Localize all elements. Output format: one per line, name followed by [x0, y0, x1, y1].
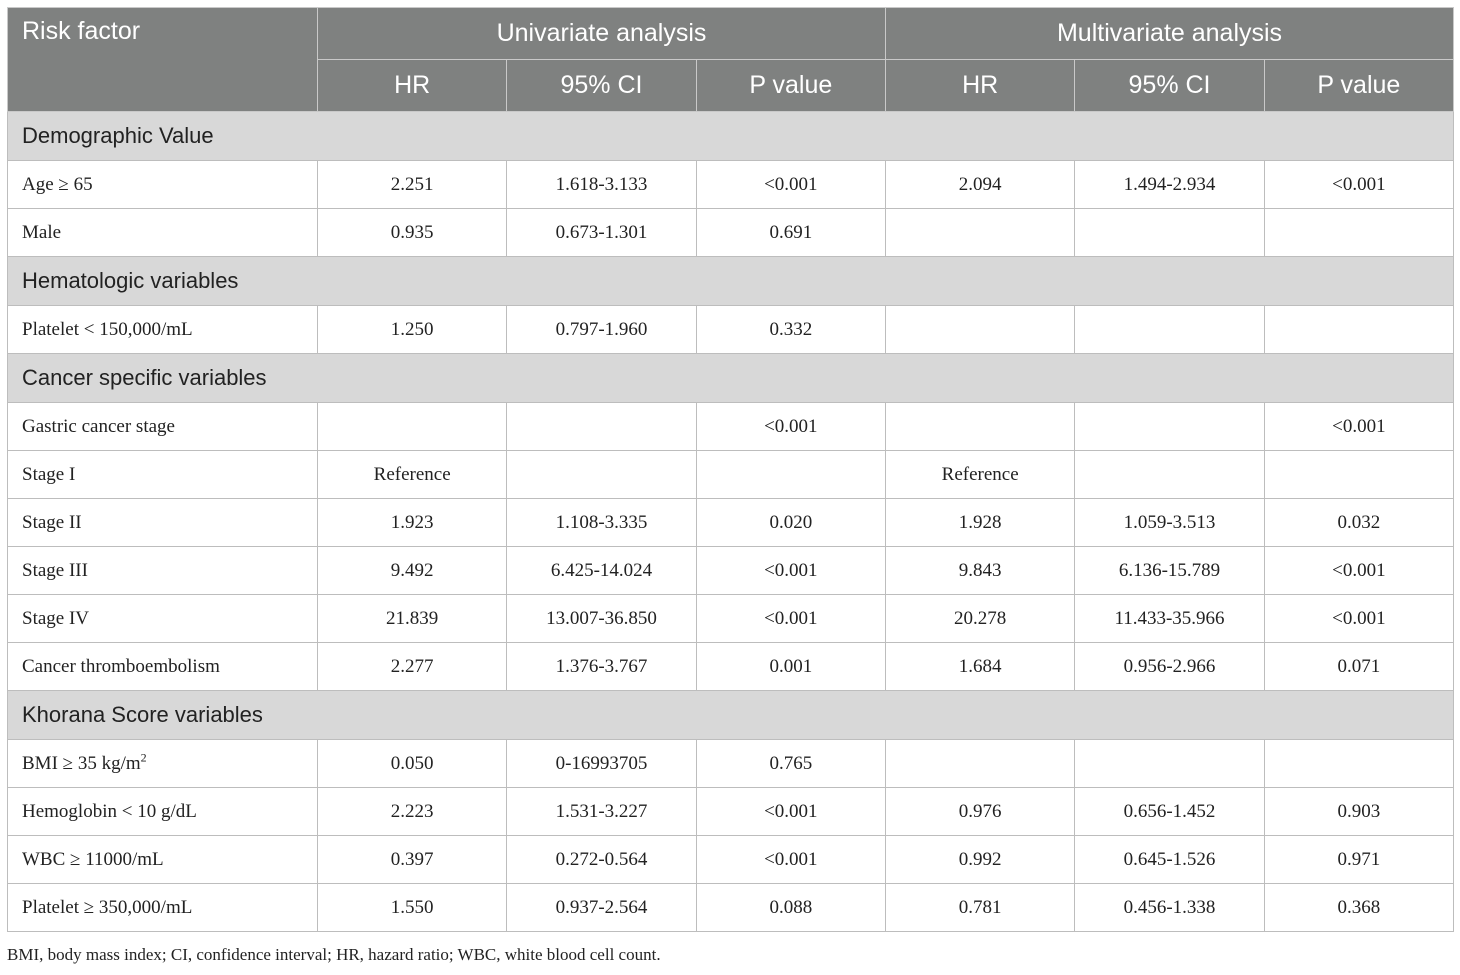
table-row [8, 209, 1454, 257]
row-label-text: Platelet < 150,000/mL [22, 318, 193, 340]
table-cell: 20.278 [886, 595, 1075, 643]
header-risk-factor: Risk factor [8, 8, 318, 112]
table-cell: 0.645-1.526 [1075, 836, 1264, 884]
table-cell: 0.020 [696, 499, 885, 547]
table-cell: 2.251 [318, 161, 507, 209]
table-cell [507, 403, 696, 451]
row-label [8, 884, 318, 932]
header-multi-p: P value [1264, 60, 1453, 112]
row-label [8, 306, 318, 354]
row-label [8, 836, 318, 884]
table-row [8, 499, 1454, 547]
table-cell: 0.088 [696, 884, 885, 932]
row-label-text: Age ≥ 65 [22, 173, 93, 195]
table-cell [318, 403, 507, 451]
table-cell: <0.001 [1264, 403, 1453, 451]
header-multivariate: Multivariate analysis [886, 8, 1454, 60]
table-cell: 9.492 [318, 547, 507, 595]
table-cell: 0.992 [886, 836, 1075, 884]
table-cell: 1.494-2.934 [1075, 161, 1264, 209]
table-cell: 13.007-36.850 [507, 595, 696, 643]
table-cell [1075, 740, 1264, 788]
table-cell: 1.108-3.335 [507, 499, 696, 547]
table-cell: 0.673-1.301 [507, 209, 696, 257]
row-label-text: Hemoglobin < 10 g/dL [22, 800, 197, 822]
row-label-text: Gastric cancer stage [22, 415, 175, 437]
table-cell [1075, 451, 1264, 499]
header-row-top [8, 8, 1454, 60]
row-label-text: Stage I [22, 463, 76, 485]
table-cell: 0.935 [318, 209, 507, 257]
section-row [8, 257, 1454, 306]
table-cell: 1.550 [318, 884, 507, 932]
table-cell [886, 403, 1075, 451]
row-label-text: Platelet ≥ 350,000/mL [22, 896, 193, 918]
section-title: Hematologic variables [8, 257, 1454, 306]
table-cell: 0.781 [886, 884, 1075, 932]
table-cell: <0.001 [696, 788, 885, 836]
table-cell: 2.277 [318, 643, 507, 691]
table-cell [1264, 306, 1453, 354]
section-row [8, 112, 1454, 161]
row-label [8, 161, 318, 209]
table-cell: 0.050 [318, 740, 507, 788]
header-uni-hr: HR [318, 60, 507, 112]
table-cell [507, 451, 696, 499]
row-label [8, 643, 318, 691]
table-cell [886, 306, 1075, 354]
table-cell [1075, 209, 1264, 257]
row-label [8, 595, 318, 643]
table-row [8, 884, 1454, 932]
table-cell: 0.971 [1264, 836, 1453, 884]
row-label-text: Stage II [22, 511, 82, 533]
row-label [8, 403, 318, 451]
table-cell: 1.923 [318, 499, 507, 547]
table-cell: 0.332 [696, 306, 885, 354]
table-cell [1264, 451, 1453, 499]
table-cell: 0.071 [1264, 643, 1453, 691]
table-cell: 0.937-2.564 [507, 884, 696, 932]
table-row [8, 595, 1454, 643]
table-cell: 0.001 [696, 643, 885, 691]
table-cell [696, 451, 885, 499]
table-cell: 1.250 [318, 306, 507, 354]
row-label [8, 740, 318, 788]
table-cell: Reference [318, 451, 507, 499]
table-row [8, 643, 1454, 691]
table-cell: 6.136-15.789 [1075, 547, 1264, 595]
table-cell [1264, 209, 1453, 257]
table-cell: 1.684 [886, 643, 1075, 691]
risk-factor-table [7, 7, 1454, 932]
table-cell [886, 740, 1075, 788]
table-row [8, 161, 1454, 209]
table-cell: 1.376-3.767 [507, 643, 696, 691]
table-cell: 1.531-3.227 [507, 788, 696, 836]
table-cell: <0.001 [696, 547, 885, 595]
table-cell: 2.094 [886, 161, 1075, 209]
table-cell: 21.839 [318, 595, 507, 643]
table-row [8, 836, 1454, 884]
header-multi-hr: HR [886, 60, 1075, 112]
table-cell: 2.223 [318, 788, 507, 836]
table-cell: 9.843 [886, 547, 1075, 595]
table-cell: 0.903 [1264, 788, 1453, 836]
section-title: Demographic Value [8, 112, 1454, 161]
table-cell: 0.272-0.564 [507, 836, 696, 884]
header-uni-p: P value [696, 60, 885, 112]
row-label [8, 499, 318, 547]
table-cell: 0.976 [886, 788, 1075, 836]
table-cell [1075, 403, 1264, 451]
table-cell: <0.001 [696, 595, 885, 643]
row-label-text: WBC ≥ 11000/mL [22, 848, 164, 870]
row-label-superscript: 2 [140, 750, 147, 765]
header-multi-ci: 95% CI [1075, 60, 1264, 112]
table-cell: 0.368 [1264, 884, 1453, 932]
row-label-text: Cancer thromboembolism [22, 655, 220, 677]
table-cell: <0.001 [696, 836, 885, 884]
table-cell [1075, 306, 1264, 354]
table-cell: 1.618-3.133 [507, 161, 696, 209]
header-univariate: Univariate analysis [318, 8, 886, 60]
table-cell [1264, 740, 1453, 788]
table-row [8, 788, 1454, 836]
table-cell: Reference [886, 451, 1075, 499]
header-uni-ci: 95% CI [507, 60, 696, 112]
table-cell: 0.397 [318, 836, 507, 884]
table-cell [886, 209, 1075, 257]
table-cell: <0.001 [1264, 547, 1453, 595]
table-row [8, 451, 1454, 499]
section-title: Cancer specific variables [8, 354, 1454, 403]
table-cell: 0.032 [1264, 499, 1453, 547]
table-cell: 1.059-3.513 [1075, 499, 1264, 547]
table-row [8, 306, 1454, 354]
table-cell: 6.425-14.024 [507, 547, 696, 595]
table-cell: 0.691 [696, 209, 885, 257]
row-label-text: Stage III [22, 559, 88, 581]
table-cell: <0.001 [696, 403, 885, 451]
row-label [8, 451, 318, 499]
table-cell: 1.928 [886, 499, 1075, 547]
row-label [8, 788, 318, 836]
table-cell: 11.433-35.966 [1075, 595, 1264, 643]
table-cell: 0-16993705 [507, 740, 696, 788]
table-cell: 0.797-1.960 [507, 306, 696, 354]
row-label-text: Male [22, 221, 62, 243]
table-row [8, 403, 1454, 451]
section-row [8, 354, 1454, 403]
row-label [8, 209, 318, 257]
table-cell: <0.001 [696, 161, 885, 209]
table-footnote: BMI, body mass index; CI, confidence interval; HR, hazard ratio; WBC, white blood cell count. [7, 945, 661, 964]
table-cell: 0.456-1.338 [1075, 884, 1264, 932]
row-label [8, 547, 318, 595]
table-row [8, 547, 1454, 595]
table-cell: <0.001 [1264, 161, 1453, 209]
section-title: Khorana Score variables [8, 691, 1454, 740]
row-label-text: BMI ≥ 35 kg/m [22, 752, 141, 774]
section-row [8, 691, 1454, 740]
table-row [8, 740, 1454, 788]
table-cell: <0.001 [1264, 595, 1453, 643]
table-cell: 0.956-2.966 [1075, 643, 1264, 691]
row-label-text: Stage IV [22, 607, 90, 629]
table-cell: 0.765 [696, 740, 885, 788]
table-cell: 0.656-1.452 [1075, 788, 1264, 836]
table-body [8, 112, 1454, 932]
